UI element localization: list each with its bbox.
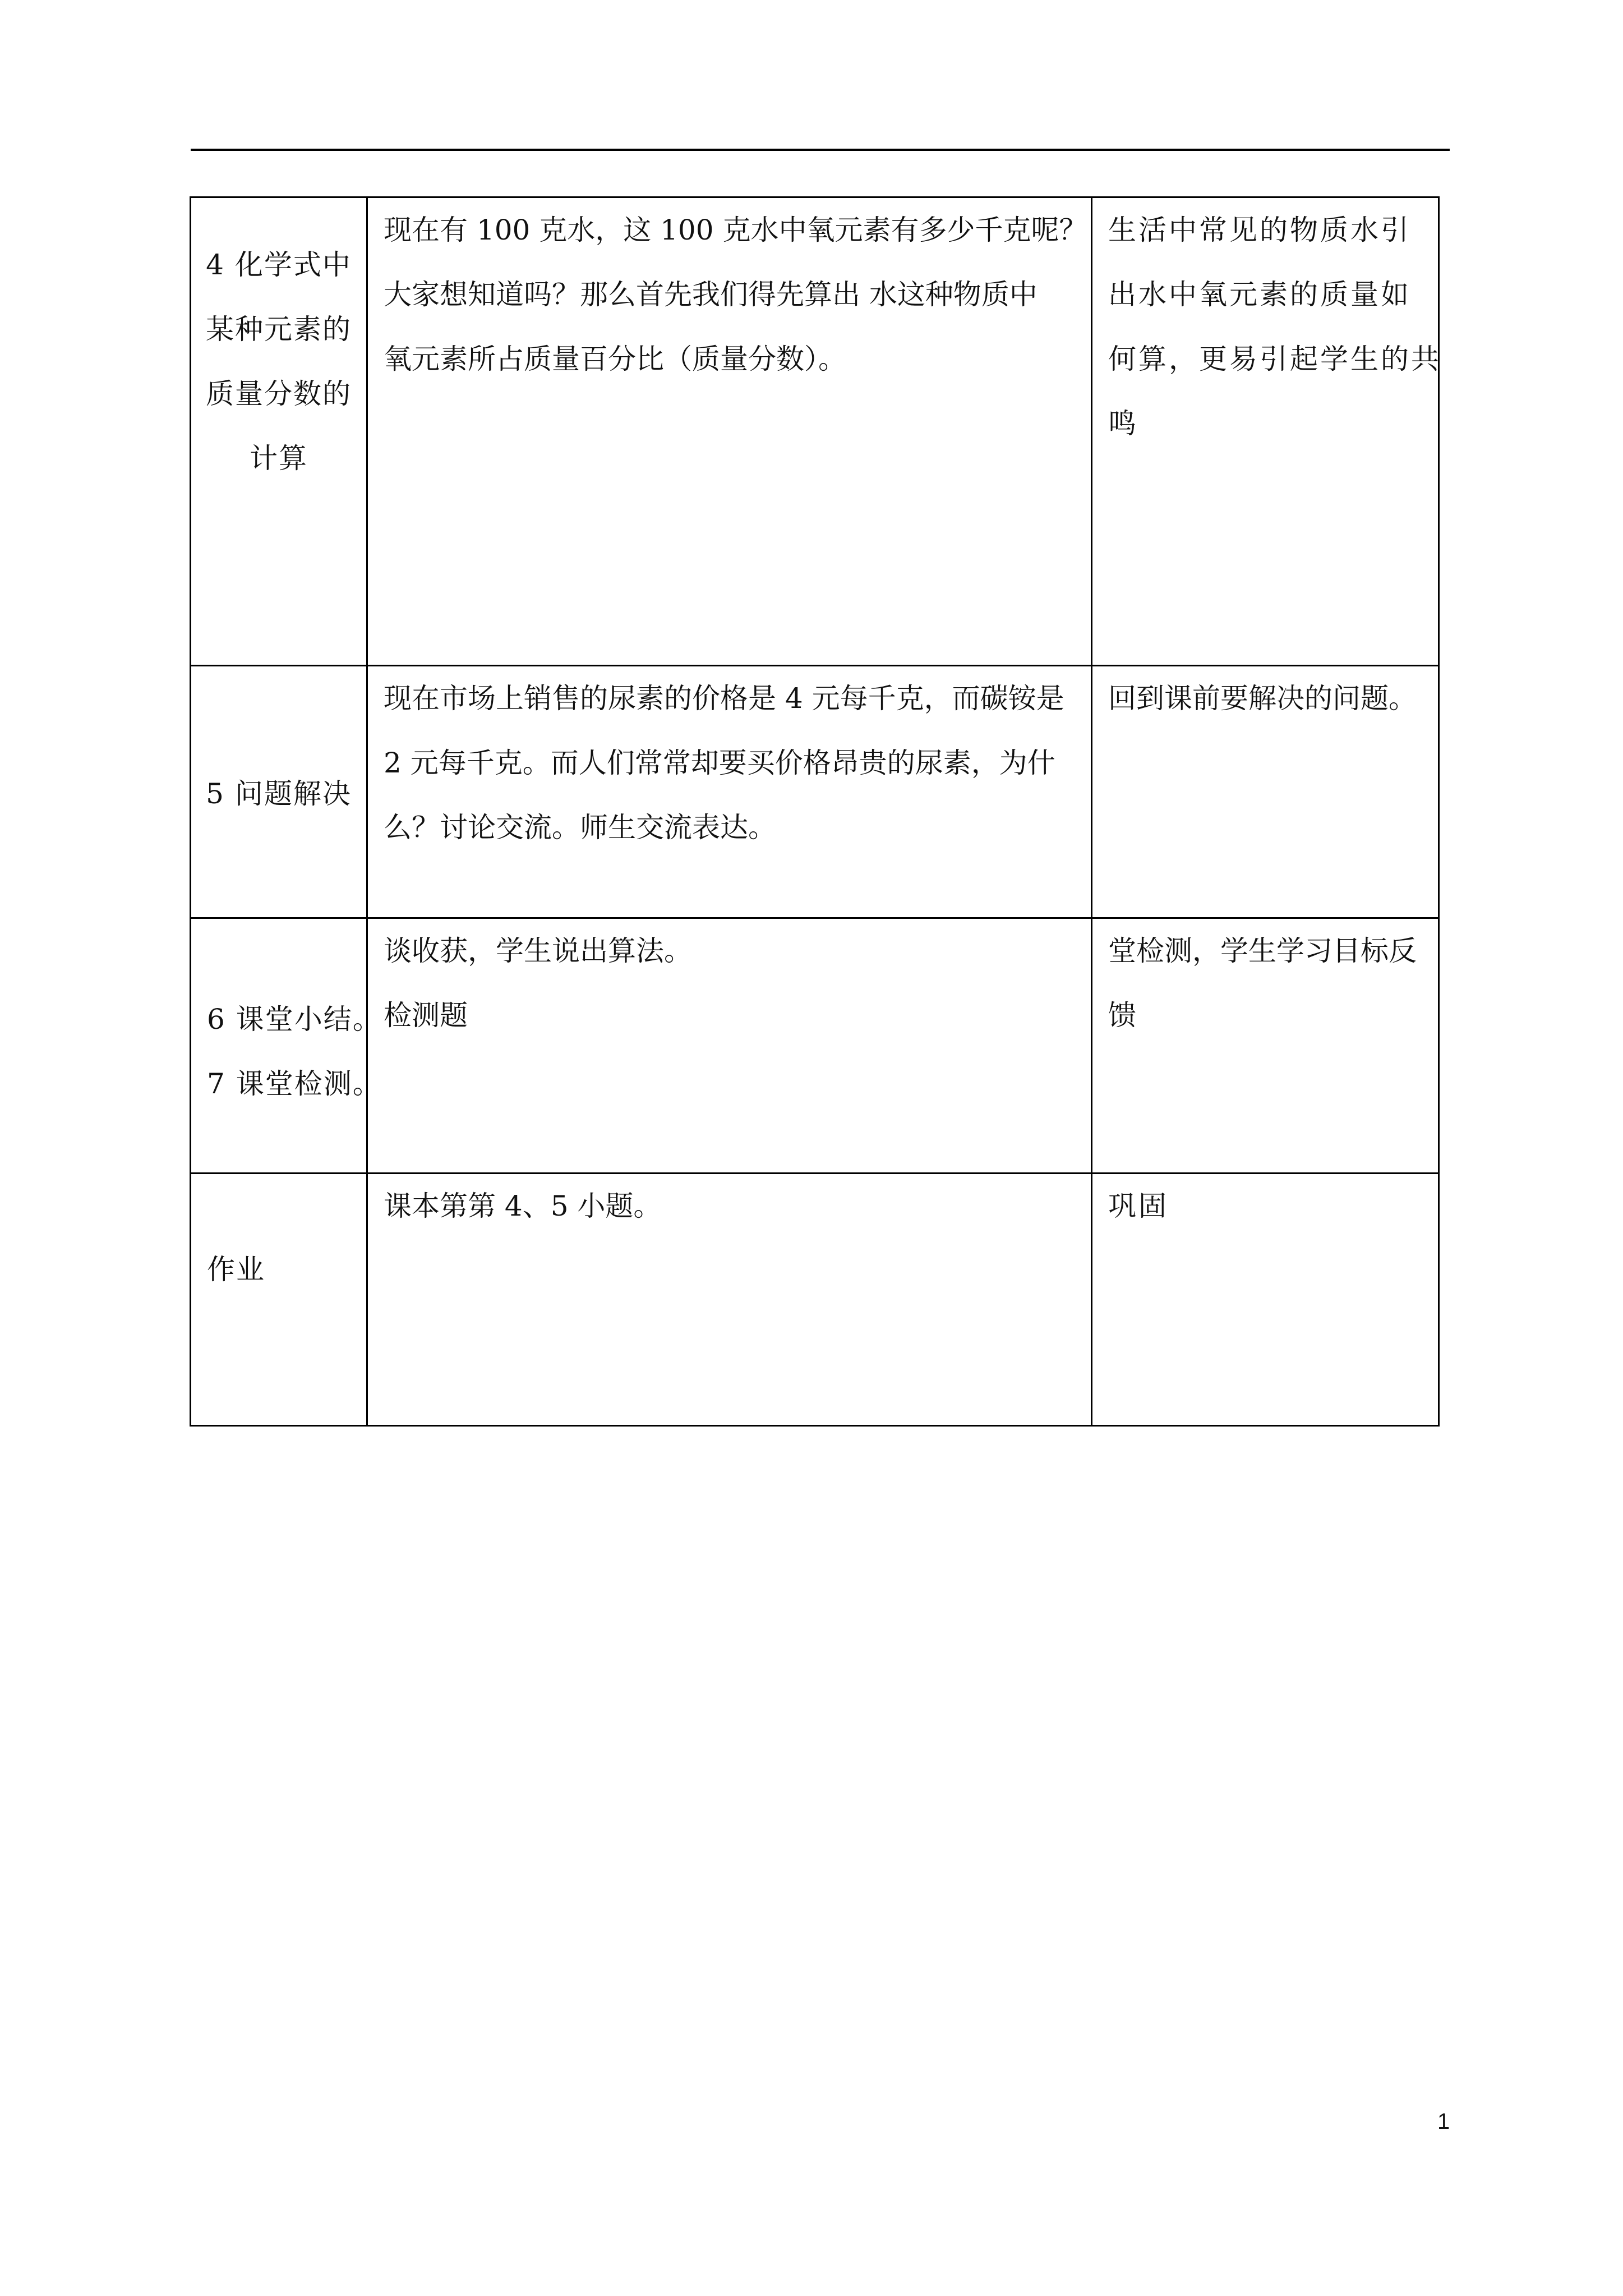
note-line: 生活中常见的物质水引 [1108, 214, 1411, 246]
note-cell [1092, 666, 1439, 918]
content-line: 课本第第 4、5 小题。 [384, 1190, 662, 1222]
content-line: 现在有 100 克水，这 100 克水中氧元素有多少千克呢？ [384, 214, 1087, 246]
stage-cell [191, 1174, 367, 1426]
header-rule [191, 149, 1450, 151]
content-line: 大家想知道吗？那么首先我们得先算出 水这种物质中 [384, 278, 1038, 311]
note-line: 出水中氧元素的质量如 [1108, 278, 1411, 311]
stage-cell [191, 197, 367, 666]
note-cell [1092, 197, 1439, 666]
content-line: 么？讨论交流。师生交流表达。 [384, 811, 776, 844]
content-cell [367, 666, 1092, 918]
content-cell [367, 918, 1092, 1174]
stage-line: 6 课堂小结。 [207, 1003, 382, 1036]
note-line: 馈 [1108, 999, 1136, 1032]
page-number: 1 [1437, 2109, 1450, 2134]
stage-cell [191, 666, 367, 918]
content-line: 谈收获，学生说出算法。 [384, 935, 692, 967]
note-line: 何算，更易引起学生的共 [1108, 343, 1441, 375]
note-line: 回到课前要解决的问题。 [1108, 682, 1417, 715]
table-row [191, 1174, 1439, 1426]
stage-line: 5 问题解决 [206, 777, 352, 810]
note-line: 巩固 [1108, 1190, 1169, 1222]
lesson-plan-table [190, 196, 1440, 1427]
content-cell [367, 197, 1092, 666]
stage-line: 某种元素的 [206, 313, 352, 346]
content-line: 氧元素所占质量百分比（质量分数）。 [384, 343, 846, 375]
stage-line: 作业 [207, 1253, 265, 1286]
content-line: 2 元每千克。而人们常常却要买价格昂贵的尿素，为什 [384, 747, 1055, 779]
stage-line: 计算 [250, 442, 308, 475]
table-row [191, 197, 1439, 666]
table-row [191, 666, 1439, 918]
note-cell [1092, 1174, 1439, 1426]
stage-line: 7 课堂检测。 [207, 1068, 382, 1100]
content-line: 检测题 [384, 999, 468, 1032]
note-line: 堂检测，学生学习目标反 [1108, 935, 1417, 967]
stage-line: 4 化学式中 [206, 249, 352, 281]
note-line: 鸣 [1108, 407, 1138, 440]
content-cell [367, 1174, 1092, 1426]
stage-cell [191, 918, 382, 1174]
note-cell [1092, 918, 1439, 1174]
table-row [191, 918, 1439, 1174]
content-line: 现在市场上销售的尿素的价格是 4 元每千克，而碳铵是 [384, 682, 1064, 715]
stage-line: 质量分数的 [206, 378, 352, 410]
